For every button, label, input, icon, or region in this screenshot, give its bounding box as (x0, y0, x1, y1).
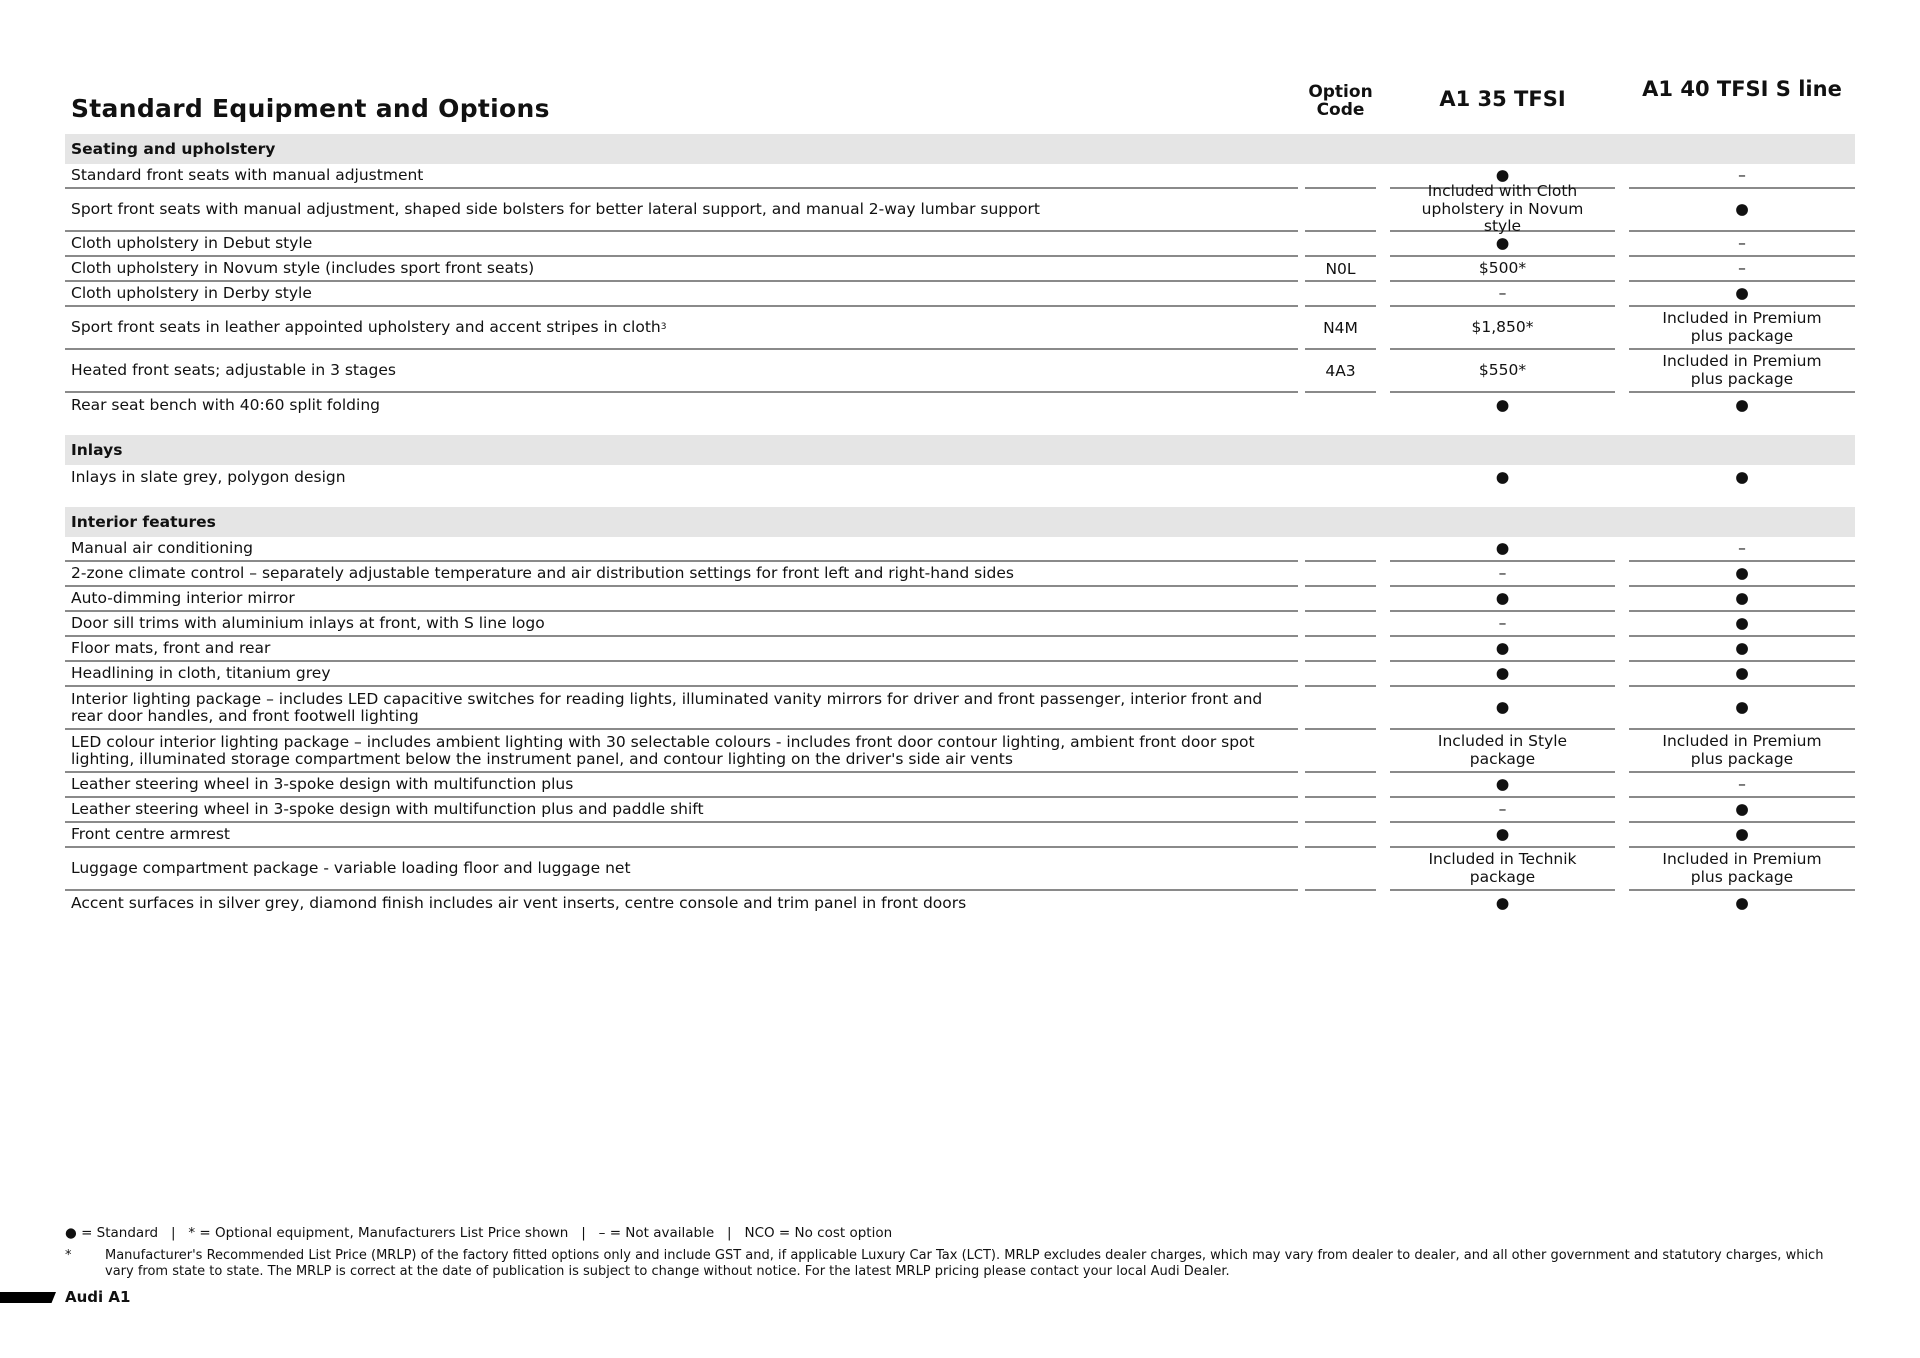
row-description (65, 257, 1298, 282)
footnote-marker: * (65, 1248, 72, 1263)
not-available-icon: – (1498, 799, 1507, 818)
row-description (65, 730, 1298, 773)
a1-40-tfsi-cell (1629, 798, 1855, 823)
a1-40-tfsi-cell (1629, 164, 1855, 189)
option-code-cell (1305, 189, 1376, 232)
option-code-cell (1305, 232, 1376, 257)
a1-35-tfsi-cell (1390, 612, 1615, 637)
cell-value: $1,850* (1471, 317, 1534, 336)
a1-35-tfsi-cell (1390, 637, 1615, 662)
a1-35-tfsi-cell (1390, 587, 1615, 612)
description-text: Cloth upholstery in Derby style (71, 284, 312, 303)
a1-35-tfsi-cell (1390, 823, 1615, 848)
a1-35-tfsi-cell (1390, 891, 1615, 916)
legend: ● = Standard | * = Optional equipment, Manufacturers List Price shown | – = Not available | NCO = No cost option (65, 1225, 893, 1241)
description-text: Interior lighting package – includes LED capacitive switches for reading lights, illuminated vanity mirrors for driver and front passenger, interior front and rear door handles, and front footwell lighting (71, 690, 1263, 725)
option-code: N0L (1325, 259, 1356, 278)
a1-40-tfsi-cell (1629, 587, 1855, 612)
description-text: Auto-dimming interior mirror (71, 589, 295, 608)
table-row (65, 798, 1855, 823)
not-available-icon: – (1738, 538, 1746, 557)
row-description (65, 465, 1298, 490)
description-text: Heated front seats; adjustable in 3 stages (71, 361, 396, 380)
footnote-text: Manufacturer's Recommended List Price (MRLP) of the factory fitted options only and include GST and, if applicable Luxury Car Tax (LCT). MRLP excludes dealer charges, which may vary from dealer to dealer, and all other government and statutory charges, which vary from state to state. The MRLP is correct at the date of publication is subject to change without notice. For the latest MRLP pricing please contact your local Audi Dealer. (105, 1248, 1824, 1279)
row-description (65, 823, 1298, 848)
column-header-a1-40-tfsi-s-line: A1 40 TFSI S line (1642, 77, 1842, 101)
option-code-cell (1305, 282, 1376, 307)
a1-40-tfsi-cell (1629, 393, 1855, 418)
section-gap (65, 490, 1855, 507)
description-text: Rear seat bench with 40:60 split folding (71, 396, 380, 415)
row-description (65, 164, 1298, 189)
description-text: Floor mats, front and rear (71, 639, 271, 658)
description-text: Sport front seats with manual adjustment, shaped side bolsters for better lateral support, and manual 2-way lumbar support (71, 200, 1040, 219)
row-description (65, 232, 1298, 257)
section-gap (65, 418, 1855, 435)
option-code-cell (1305, 612, 1376, 637)
standard-dot-icon: ● (1495, 467, 1510, 486)
equipment-table (65, 134, 1855, 916)
option-code-cell (1305, 823, 1376, 848)
standard-dot-icon: ● (1735, 283, 1749, 302)
cell-value: $500* (1478, 258, 1527, 277)
cell-value: Included in Style package (1437, 731, 1568, 768)
table-row (65, 232, 1855, 257)
row-description (65, 189, 1298, 232)
a1-35-tfsi-cell (1390, 350, 1615, 393)
option-code-cell (1305, 798, 1376, 823)
standard-dot-icon: ● (1495, 824, 1510, 843)
description-text: Headlining in cloth, titanium grey (71, 664, 331, 683)
table-row (65, 562, 1855, 587)
description-text: Standard front seats with manual adjustment (71, 166, 424, 185)
description-text: Accent surfaces in silver grey, diamond finish includes air vent inserts, centre console and trim panel in front doors (71, 894, 967, 913)
option-code-cell (1305, 307, 1376, 350)
a1-35-tfsi-cell (1390, 730, 1615, 773)
standard-dot-icon: ● (1735, 199, 1749, 218)
not-available-icon: – (1498, 563, 1507, 582)
standard-dot-icon: ● (1495, 588, 1510, 607)
standard-dot-icon: ● (1735, 563, 1749, 582)
footnote-ref: 3 (660, 321, 667, 332)
a1-40-tfsi-cell (1629, 612, 1855, 637)
table-row (65, 181, 1855, 236)
row-description (65, 307, 1298, 350)
standard-dot-icon: ● (1495, 774, 1510, 793)
not-available-icon: – (1498, 613, 1507, 632)
option-code: N4M (1323, 318, 1358, 337)
table-row (65, 282, 1855, 307)
a1-40-tfsi-cell (1629, 662, 1855, 687)
option-code-cell (1305, 393, 1376, 418)
standard-dot-icon: ● (1735, 395, 1749, 414)
table-row (65, 393, 1855, 418)
table-row (65, 730, 1855, 773)
description-text: LED colour interior lighting package – includes ambient lighting with 30 selectable colours - includes front door contour lighting, ambient front door spot lighting, illuminated storage compartment below the instrument panel, and contour lighting on the driver's side air vents (71, 733, 1255, 768)
option-code-cell (1305, 637, 1376, 662)
standard-dot-icon: ● (1495, 165, 1510, 184)
row-description (65, 891, 1298, 916)
row-description (65, 687, 1298, 730)
a1-35-tfsi-cell (1390, 232, 1615, 257)
a1-40-tfsi-cell (1629, 773, 1855, 798)
not-available-icon: – (1738, 774, 1746, 793)
description-text: Leather steering wheel in 3-spoke design with multifunction plus and paddle shift (71, 800, 704, 819)
a1-40-tfsi-cell (1629, 465, 1855, 490)
option-code-cell (1305, 891, 1376, 916)
a1-35-tfsi-cell (1390, 465, 1615, 490)
option-code-cell (1305, 350, 1376, 393)
description-text: Sport front seats in leather appointed upholstery and accent stripes in cloth (71, 318, 661, 337)
description-text: Front centre armrest (71, 825, 231, 844)
a1-35-tfsi-cell (1390, 687, 1615, 730)
column-header-option-code: Option Code (1308, 82, 1373, 120)
table-row (65, 350, 1855, 393)
a1-35-tfsi-cell (1390, 282, 1615, 307)
row-description (65, 612, 1298, 637)
option-code-cell (1305, 465, 1376, 490)
standard-dot-icon: ● (1495, 663, 1510, 682)
cell-value: Included in Premium plus package (1662, 308, 1822, 345)
option-code-cell (1305, 537, 1376, 562)
column-header-a1-35-tfsi: A1 35 TFSI (1439, 87, 1566, 111)
table-row (65, 537, 1855, 562)
section-header: Inlays (65, 435, 1855, 465)
a1-40-tfsi-cell (1629, 848, 1855, 891)
option-code-cell (1305, 773, 1376, 798)
description-text: Door sill trims with aluminium inlays at front, with S line logo (71, 614, 545, 633)
description-text: Inlays in slate grey, polygon design (71, 468, 346, 487)
table-row (65, 823, 1855, 848)
option-code-cell (1305, 164, 1376, 189)
description-text: Manual air conditioning (71, 539, 253, 558)
a1-35-tfsi-cell (1390, 181, 1615, 236)
a1-40-tfsi-cell (1629, 350, 1855, 393)
table-row (65, 687, 1855, 730)
a1-40-tfsi-cell (1629, 730, 1855, 773)
option-code: 4A3 (1325, 361, 1356, 380)
table-row (65, 257, 1855, 282)
row-description (65, 798, 1298, 823)
table-row (65, 465, 1855, 490)
option-code-cell (1305, 587, 1376, 612)
description-text: Cloth upholstery in Novum style (includes sport front seats) (71, 259, 535, 278)
table-row (65, 773, 1855, 798)
description-text: Luggage compartment package - variable loading floor and luggage net (71, 859, 631, 878)
standard-dot-icon: ● (1735, 638, 1749, 657)
row-description (65, 662, 1298, 687)
a1-35-tfsi-cell (1390, 562, 1615, 587)
a1-40-tfsi-cell (1629, 232, 1855, 257)
a1-40-tfsi-cell (1629, 687, 1855, 730)
not-available-icon: – (1738, 258, 1746, 277)
a1-40-tfsi-cell (1629, 189, 1855, 232)
row-description (65, 587, 1298, 612)
cell-value: Included with Cloth upholstery in Novum style (1421, 181, 1584, 236)
a1-35-tfsi-cell (1390, 393, 1615, 418)
brand-label: Audi A1 (65, 1288, 131, 1306)
standard-dot-icon: ● (1735, 799, 1749, 818)
standard-dot-icon: ● (1495, 638, 1510, 657)
standard-dot-icon: ● (1735, 467, 1749, 486)
section-header: Seating and upholstery (65, 134, 1855, 164)
table-row (65, 637, 1855, 662)
table-header (65, 78, 1855, 128)
standard-dot-icon: ● (1495, 893, 1510, 912)
a1-35-tfsi-cell (1390, 537, 1615, 562)
row-description (65, 350, 1298, 393)
not-available-icon: – (1738, 233, 1746, 252)
a1-40-tfsi-cell (1629, 307, 1855, 350)
a1-35-tfsi-cell (1390, 257, 1615, 282)
standard-dot-icon: ● (1495, 395, 1510, 414)
cell-value: Included in Technik package (1428, 849, 1577, 886)
description-text: 2-zone climate control – separately adjustable temperature and air distribution settings for front left and right-hand sides (71, 564, 1014, 583)
a1-40-tfsi-cell (1629, 823, 1855, 848)
standard-dot-icon: ● (1735, 824, 1749, 843)
table-row (65, 307, 1855, 350)
option-code-cell (1305, 730, 1376, 773)
brand-bar (0, 1292, 56, 1303)
section-header: Interior features (65, 507, 1855, 537)
row-description (65, 562, 1298, 587)
cell-value: Included in Premium plus package (1662, 731, 1822, 768)
a1-40-tfsi-cell (1629, 257, 1855, 282)
footnote (65, 1248, 1855, 1280)
row-description (65, 282, 1298, 307)
row-description (65, 848, 1298, 891)
a1-40-tfsi-cell (1629, 891, 1855, 916)
option-code-cell (1305, 662, 1376, 687)
not-available-icon: – (1498, 283, 1507, 302)
a1-35-tfsi-cell (1390, 307, 1615, 350)
option-code-cell (1305, 562, 1376, 587)
option-code-cell (1305, 257, 1376, 282)
table-row (65, 891, 1855, 916)
option-code-cell (1305, 848, 1376, 891)
table-row (65, 848, 1855, 891)
table-row (65, 612, 1855, 637)
table-row (65, 587, 1855, 612)
standard-dot-icon: ● (1735, 613, 1749, 632)
a1-40-tfsi-cell (1629, 562, 1855, 587)
standard-dot-icon: ● (1735, 663, 1749, 682)
a1-35-tfsi-cell (1390, 662, 1615, 687)
cell-value: $550* (1478, 360, 1527, 379)
cell-value: Included in Premium plus package (1662, 351, 1822, 388)
a1-40-tfsi-cell (1629, 637, 1855, 662)
table-row (65, 662, 1855, 687)
option-code-cell (1305, 687, 1376, 730)
description-text: Cloth upholstery in Debut style (71, 234, 313, 253)
standard-dot-icon: ● (1495, 538, 1510, 557)
a1-35-tfsi-cell (1390, 848, 1615, 891)
not-available-icon: – (1738, 165, 1746, 184)
row-description (65, 773, 1298, 798)
standard-dot-icon: ● (1735, 588, 1749, 607)
cell-value: Included in Premium plus package (1662, 849, 1822, 886)
description-text: Leather steering wheel in 3-spoke design with multifunction plus (71, 775, 574, 794)
a1-40-tfsi-cell (1629, 537, 1855, 562)
row-description (65, 537, 1298, 562)
row-description (65, 637, 1298, 662)
page-title: Standard Equipment and Options (71, 94, 550, 123)
standard-dot-icon: ● (1735, 893, 1749, 912)
standard-dot-icon: ● (1495, 697, 1510, 716)
standard-dot-icon: ● (1735, 697, 1749, 716)
a1-35-tfsi-cell (1390, 798, 1615, 823)
a1-35-tfsi-cell (1390, 773, 1615, 798)
row-description (65, 393, 1298, 418)
a1-40-tfsi-cell (1629, 282, 1855, 307)
standard-dot-icon: ● (1495, 233, 1510, 252)
